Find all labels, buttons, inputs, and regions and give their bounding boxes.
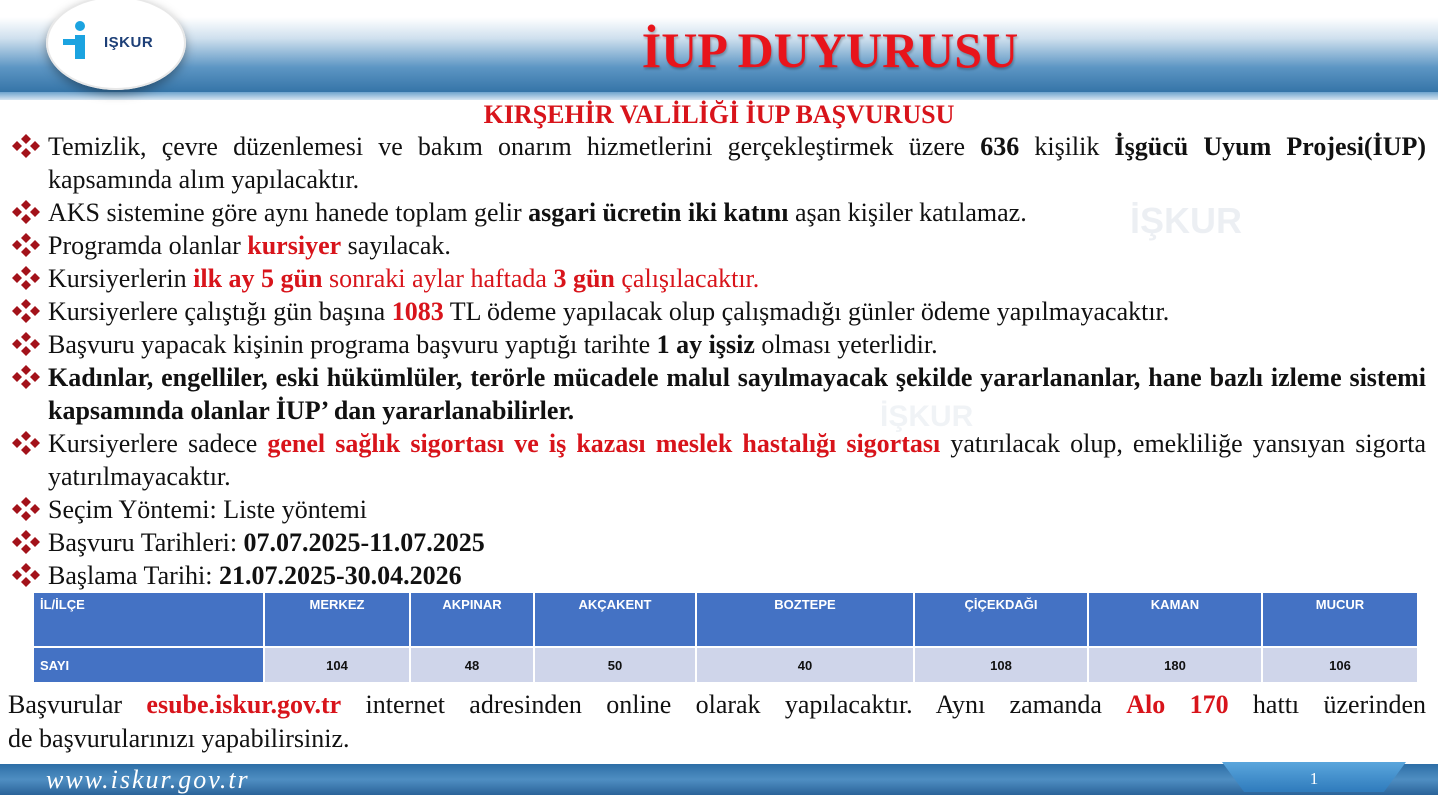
district-quota-table xyxy=(34,593,1419,682)
table-header-row xyxy=(34,593,1419,646)
item-highlight: ilk ay 5 gün xyxy=(193,264,323,293)
header-band xyxy=(0,92,1438,100)
item-highlight: sonraki aylar haftada xyxy=(322,264,554,293)
announcement-list xyxy=(8,130,1426,592)
item-bold: 1 ay işsiz xyxy=(656,330,755,359)
page-title: İUP DUYURUSU xyxy=(641,22,1019,78)
item-text: aşan kişiler katılamaz. xyxy=(788,198,1027,227)
diamond-cluster-icon xyxy=(10,232,42,258)
list-item xyxy=(8,361,1426,427)
item-text: kişilik xyxy=(1019,132,1115,161)
table-cell: 40 xyxy=(697,646,915,682)
footer-url[interactable]: www.iskur.gov.tr xyxy=(46,765,250,794)
item-text: Kadınlar, engelliler, eski hükümlüler, terörle mücadele malul sayılmayacak şekilde yararlananlar, hane xyxy=(48,363,1202,392)
note-text: de başvurularınızı yapabilirsiniz. xyxy=(8,724,350,753)
watermark-logo-2: İŞKUR xyxy=(880,400,974,433)
diamond-cluster-icon xyxy=(10,265,42,291)
item-bold: asgari ücretin iki katını xyxy=(528,198,789,227)
item-text: Başlama Tarihi: xyxy=(48,561,219,590)
start-dates: 21.07.2025-30.04.2026 xyxy=(219,561,462,590)
item-bold: İşgücü Uyum xyxy=(1114,132,1272,161)
item-text: Kursiyerlerin xyxy=(48,264,194,293)
diamond-cluster-icon xyxy=(10,529,42,555)
item-text: Başvuru Tarihleri: xyxy=(48,528,244,557)
application-note xyxy=(8,688,1426,756)
diamond-cluster-icon xyxy=(10,133,42,159)
note-text: internet adresinden online olarak yapılacaktır. Aynı zamanda xyxy=(341,690,1127,719)
table-header-cell: MUCUR xyxy=(1263,593,1419,646)
item-text: Kursiyerlere sadece xyxy=(48,429,268,458)
list-item xyxy=(8,328,1426,361)
table-cell: 48 xyxy=(411,646,535,682)
item-bold: Projesi(İUP) xyxy=(1286,132,1427,161)
item-text: Programda olanlar xyxy=(48,231,248,260)
table-cell: 50 xyxy=(535,646,697,682)
watermark-logo: İŞKUR xyxy=(1130,200,1243,241)
note-text: Başvurular xyxy=(8,690,147,719)
item-text: AKS sistemine göre aynı hanede toplam gelir xyxy=(48,198,529,227)
logo-text: IŞKUR xyxy=(104,34,154,51)
list-item xyxy=(8,427,1426,493)
item-text: kapsamında alım yapılacaktır. xyxy=(48,165,360,194)
list-item xyxy=(8,262,1426,295)
note-line-1 xyxy=(8,688,1426,722)
list-item xyxy=(8,229,1426,262)
list-item xyxy=(8,559,1426,592)
item-text: Başvuru yapacak kişinin programa başvuru yaptığı tarihte xyxy=(48,330,657,359)
item-text: yatırılacak olup, emekliliğe xyxy=(940,429,1243,458)
page-number: 1 xyxy=(1309,769,1319,788)
hotline: Alo 170 xyxy=(1126,690,1229,719)
item-text: Kursiyerlere çalıştığı gün başına xyxy=(48,297,392,326)
item-text: olması yeterlidir. xyxy=(754,330,938,359)
list-item xyxy=(8,130,1426,196)
table-cell: 108 xyxy=(915,646,1089,682)
table-cell: 180 xyxy=(1089,646,1263,682)
list-item xyxy=(8,493,1426,526)
table-header-cell: KAMAN xyxy=(1089,593,1263,646)
diamond-cluster-icon xyxy=(10,430,42,456)
table-header-cell: İL/İLÇE xyxy=(34,593,265,646)
table-cell: 106 xyxy=(1263,646,1419,682)
table-header-cell: ÇİÇEKDAĞI xyxy=(915,593,1089,646)
table-header-cell: BOZTEPE xyxy=(697,593,915,646)
table-row xyxy=(34,646,1419,682)
application-url[interactable]: esube.iskur.gov.tr xyxy=(146,690,342,719)
table-cell: SAYI xyxy=(34,646,265,682)
list-item xyxy=(8,526,1426,559)
diamond-cluster-icon xyxy=(10,562,42,588)
table-header-cell: AKÇAKENT xyxy=(535,593,697,646)
diamond-cluster-icon xyxy=(10,331,42,357)
item-text: TL ödeme yapılacak olup çalışmadığı günler ödeme yapılmayacaktır. xyxy=(443,297,1170,326)
item-text: yansıyan sigorta yatırılmayacaktır. xyxy=(48,429,1426,491)
item-highlight: kursiyer xyxy=(247,231,342,260)
item-text: sayılacak. xyxy=(341,231,451,260)
diamond-cluster-icon xyxy=(10,364,42,390)
table-header-cell: AKPINAR xyxy=(411,593,535,646)
iskur-logo-icon xyxy=(60,18,100,64)
diamond-cluster-icon xyxy=(10,298,42,324)
item-text: Seçim Yöntemi: Liste yöntemi xyxy=(48,495,367,524)
diamond-cluster-icon xyxy=(10,199,42,225)
table-cell: 104 xyxy=(265,646,411,682)
application-dates: 07.07.2025-11.07.2025 xyxy=(243,528,485,557)
worker-count: 636 xyxy=(980,132,1020,161)
item-text: bazlı izleme sistemi kapsamında olanlar İUP’ dan yararlanabilirler. xyxy=(48,363,1426,425)
logo-badge xyxy=(46,0,186,90)
page-subtitle: KIRŞEHİR VALİLİĞİ İUP BAŞVURUSU xyxy=(483,100,955,129)
note-text: hattı üzerinden xyxy=(1228,690,1426,719)
list-item xyxy=(8,196,1426,229)
table-header-cell: MERKEZ xyxy=(265,593,411,646)
item-highlight: 3 gün xyxy=(553,264,615,293)
diamond-cluster-icon xyxy=(10,496,42,522)
item-highlight: genel sağlık sigortası ve iş kazası meslek hastalığı sigortası xyxy=(267,429,941,458)
list-item xyxy=(8,295,1426,328)
item-text: Temizlik, çevre düzenlemesi ve bakım onarım hizmetlerini gerçekleştirmek üzere xyxy=(48,132,981,161)
daily-payment: 1083 xyxy=(391,297,444,326)
item-highlight: çalışılacaktır. xyxy=(614,264,760,293)
